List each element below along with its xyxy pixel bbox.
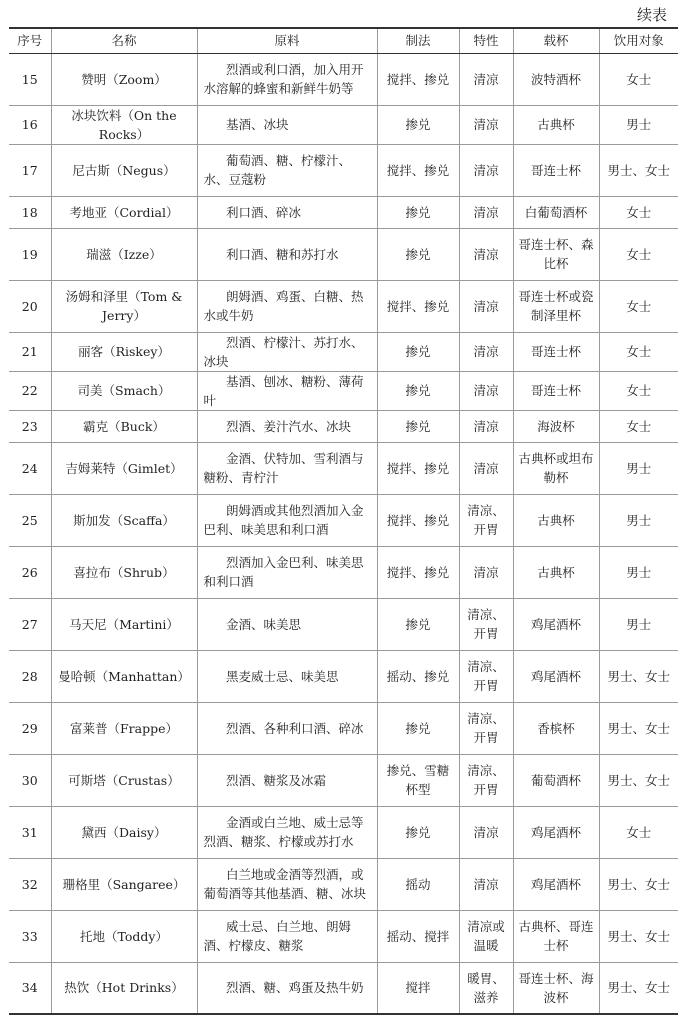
cell-number: 33 (9, 910, 51, 962)
cell-method: 搅拌、掺兑 (377, 494, 459, 546)
cell-name: 喜拉布（Shrub） (51, 546, 197, 598)
cell-number: 31 (9, 806, 51, 858)
cell-feature: 清凉 (459, 442, 513, 494)
cell-glass: 古典杯 (513, 546, 599, 598)
cell-ingredients: 金酒、伏特加、雪利酒与糖粉、青柠汁 (197, 442, 377, 494)
cell-ingredients: 葡萄酒、糖、柠檬汁、水、豆蔻粉 (197, 144, 377, 196)
cell-number: 19 (9, 228, 51, 280)
cell-ingredients: 利口酒、碎冰 (197, 196, 377, 228)
table-row (9, 196, 678, 228)
cell-glass: 鸡尾酒杯 (513, 598, 599, 650)
cell-glass: 波特酒杯 (513, 53, 599, 105)
cell-target: 男士 (599, 546, 678, 598)
cell-method: 掺兑 (377, 196, 459, 228)
table-row (9, 546, 678, 598)
table-row (9, 410, 678, 442)
cell-target: 男士 (599, 494, 678, 546)
cell-glass: 古典杯 (513, 105, 599, 144)
cell-feature: 清凉、开胃 (459, 650, 513, 702)
cell-glass: 白葡萄酒杯 (513, 196, 599, 228)
cell-ingredients: 烈酒、糖、鸡蛋及热牛奶 (197, 962, 377, 1014)
cell-name: 可斯塔（Crustas） (51, 754, 197, 806)
cell-ingredients: 朗姆酒、鸡蛋、白糖、热水或牛奶 (197, 280, 377, 332)
cell-feature: 清凉 (459, 546, 513, 598)
table-row (9, 53, 678, 105)
cell-method: 掺兑 (377, 332, 459, 371)
cell-glass: 哥连士杯 (513, 332, 599, 371)
cell-glass: 古典杯或坦布勒杯 (513, 442, 599, 494)
table-row (9, 228, 678, 280)
cell-target: 男士、女士 (599, 702, 678, 754)
cell-target: 女士 (599, 806, 678, 858)
cell-target: 男士、女士 (599, 650, 678, 702)
cell-feature: 清凉 (459, 858, 513, 910)
cell-target: 男士、女士 (599, 858, 678, 910)
cell-method: 搅拌、掺兑 (377, 546, 459, 598)
cell-number: 28 (9, 650, 51, 702)
cell-number: 23 (9, 410, 51, 442)
cell-name: 珊格里（Sangaree） (51, 858, 197, 910)
cell-name: 斯加发（Scaffa） (51, 494, 197, 546)
table-header-row (9, 28, 678, 53)
header-name: 名称 (51, 28, 197, 53)
cell-target: 女士 (599, 332, 678, 371)
cell-target: 女士 (599, 196, 678, 228)
cell-target: 女士 (599, 371, 678, 410)
cell-glass: 哥连士杯、森比杯 (513, 228, 599, 280)
cell-ingredients: 金酒或白兰地、威士忌等烈酒、糖浆、柠檬或苏打水 (197, 806, 377, 858)
cell-number: 25 (9, 494, 51, 546)
header-target: 饮用对象 (599, 28, 678, 53)
cell-target: 女士 (599, 280, 678, 332)
header-method: 制法 (377, 28, 459, 53)
table-row (9, 442, 678, 494)
cell-method: 搅拌、掺兑 (377, 442, 459, 494)
table-row (9, 650, 678, 702)
cell-glass: 古典杯 (513, 494, 599, 546)
cell-target: 女士 (599, 53, 678, 105)
cell-ingredients: 金酒、味美思 (197, 598, 377, 650)
cell-method: 搅拌 (377, 962, 459, 1014)
header-glass: 载杯 (513, 28, 599, 53)
cell-name: 曼哈顿（Manhattan） (51, 650, 197, 702)
cell-name: 马天尼（Martini） (51, 598, 197, 650)
cell-method: 掺兑 (377, 105, 459, 144)
cell-feature: 清凉 (459, 228, 513, 280)
cell-glass: 哥连士杯、海波杯 (513, 962, 599, 1014)
cell-name: 汤姆和泽里（Tom & Jerry） (51, 280, 197, 332)
cell-number: 24 (9, 442, 51, 494)
cell-method: 摇动、掺兑 (377, 650, 459, 702)
cell-ingredients: 朗姆酒或其他烈酒加入金巴利、味美思和利口酒 (197, 494, 377, 546)
table-row (9, 598, 678, 650)
cell-glass: 海波杯 (513, 410, 599, 442)
cell-number: 27 (9, 598, 51, 650)
cell-feature: 清凉 (459, 332, 513, 371)
table-row (9, 144, 678, 196)
cell-glass: 鸡尾酒杯 (513, 858, 599, 910)
cell-feature: 清凉、开胃 (459, 702, 513, 754)
cell-method: 掺兑 (377, 806, 459, 858)
cell-glass: 鸡尾酒杯 (513, 806, 599, 858)
cell-target: 男士、女士 (599, 144, 678, 196)
cell-ingredients: 利口酒、糖和苏打水 (197, 228, 377, 280)
cell-ingredients: 黑麦威士忌、味美思 (197, 650, 377, 702)
cell-method: 掺兑 (377, 598, 459, 650)
cell-target: 女士 (599, 410, 678, 442)
cell-number: 32 (9, 858, 51, 910)
cell-glass: 哥连士杯或瓷制泽里杯 (513, 280, 599, 332)
cell-feature: 清凉 (459, 105, 513, 144)
cell-target: 男士 (599, 105, 678, 144)
cell-ingredients: 烈酒、姜汁汽水、冰块 (197, 410, 377, 442)
cell-number: 21 (9, 332, 51, 371)
cell-number: 26 (9, 546, 51, 598)
cell-name: 富莱普（Frappe） (51, 702, 197, 754)
cell-feature: 清凉 (459, 144, 513, 196)
cell-number: 15 (9, 53, 51, 105)
cell-glass: 葡萄酒杯 (513, 754, 599, 806)
cell-method: 摇动、搅拌 (377, 910, 459, 962)
cell-target: 女士 (599, 228, 678, 280)
cell-method: 搅拌、掺兑 (377, 144, 459, 196)
table-row (9, 858, 678, 910)
cell-number: 16 (9, 105, 51, 144)
cell-name: 丽客（Riskey） (51, 332, 197, 371)
cell-feature: 清凉、开胃 (459, 494, 513, 546)
cell-method: 摇动 (377, 858, 459, 910)
cell-target: 男士、女士 (599, 910, 678, 962)
cell-feature: 清凉 (459, 53, 513, 105)
cell-target: 男士 (599, 598, 678, 650)
table-row (9, 754, 678, 806)
cell-name: 考地亚（Cordial） (51, 196, 197, 228)
cell-glass: 哥连士杯 (513, 371, 599, 410)
cell-name: 司美（Smach） (51, 371, 197, 410)
cell-method: 掺兑 (377, 410, 459, 442)
cell-feature: 暖胃、滋养 (459, 962, 513, 1014)
cell-ingredients: 白兰地或金酒等烈酒，或葡萄酒等其他基酒、糖、冰块 (197, 858, 377, 910)
cocktail-table (9, 27, 678, 1015)
header-ingredients: 原料 (197, 28, 377, 53)
cell-number: 17 (9, 144, 51, 196)
table-row (9, 702, 678, 754)
table-row (9, 910, 678, 962)
cell-number: 34 (9, 962, 51, 1014)
cell-number: 20 (9, 280, 51, 332)
cell-method: 搅拌、掺兑 (377, 280, 459, 332)
cell-target: 男士、女士 (599, 962, 678, 1014)
table-row (9, 105, 678, 144)
cell-name: 瑞滋（Izze） (51, 228, 197, 280)
cell-target: 男士 (599, 442, 678, 494)
cell-glass: 古典杯、哥连士杯 (513, 910, 599, 962)
cell-ingredients: 基酒、刨冰、糖粉、薄荷叶 (197, 371, 377, 410)
cell-feature: 清凉 (459, 280, 513, 332)
table-row (9, 962, 678, 1014)
cell-method: 掺兑 (377, 371, 459, 410)
cell-name: 黛西（Daisy） (51, 806, 197, 858)
cell-number: 22 (9, 371, 51, 410)
cell-name: 尼古斯（Negus） (51, 144, 197, 196)
cell-method: 掺兑、雪糖杯型 (377, 754, 459, 806)
table-continued-caption: 续表 (636, 6, 667, 24)
cell-feature: 清凉、开胃 (459, 754, 513, 806)
cell-method: 掺兑 (377, 702, 459, 754)
cell-feature: 清凉 (459, 196, 513, 228)
cell-name: 吉姆莱特（Gimlet） (51, 442, 197, 494)
cell-ingredients: 基酒、冰块 (197, 105, 377, 144)
cell-feature: 清凉或温暖 (459, 910, 513, 962)
cell-glass: 香槟杯 (513, 702, 599, 754)
cell-ingredients: 烈酒加入金巴利、味美思和利口酒 (197, 546, 377, 598)
cell-number: 30 (9, 754, 51, 806)
cell-feature: 清凉 (459, 410, 513, 442)
cell-name: 冰块饮料（On the Rocks） (51, 105, 197, 144)
cell-target: 男士、女士 (599, 754, 678, 806)
cell-name: 托地（Toddy） (51, 910, 197, 962)
cell-name: 霸克（Buck） (51, 410, 197, 442)
cell-method: 搅拌、掺兑 (377, 53, 459, 105)
table-row (9, 332, 678, 371)
table-row (9, 280, 678, 332)
header-feature: 特性 (459, 28, 513, 53)
cell-feature: 清凉 (459, 371, 513, 410)
table-row (9, 494, 678, 546)
cell-ingredients: 烈酒、糖浆及冰霜 (197, 754, 377, 806)
table-row (9, 806, 678, 858)
cell-ingredients: 烈酒、柠檬汁、苏打水、冰块 (197, 332, 377, 371)
cell-name: 赞明（Zoom） (51, 53, 197, 105)
cell-feature: 清凉、开胃 (459, 598, 513, 650)
cell-feature: 清凉 (459, 806, 513, 858)
cell-name: 热饮（Hot Drinks） (51, 962, 197, 1014)
cell-glass: 鸡尾酒杯 (513, 650, 599, 702)
cell-number: 29 (9, 702, 51, 754)
cell-ingredients: 烈酒、各种利口酒、碎冰 (197, 702, 377, 754)
header-number: 序号 (9, 28, 51, 53)
cell-ingredients: 威士忌、白兰地、朗姆酒、柠檬皮、糖浆 (197, 910, 377, 962)
table-row (9, 371, 678, 410)
cell-glass: 哥连士杯 (513, 144, 599, 196)
cell-ingredients: 烈酒或利口酒，加入用开水溶解的蜂蜜和新鲜牛奶等 (197, 53, 377, 105)
cell-number: 18 (9, 196, 51, 228)
cell-method: 掺兑 (377, 228, 459, 280)
